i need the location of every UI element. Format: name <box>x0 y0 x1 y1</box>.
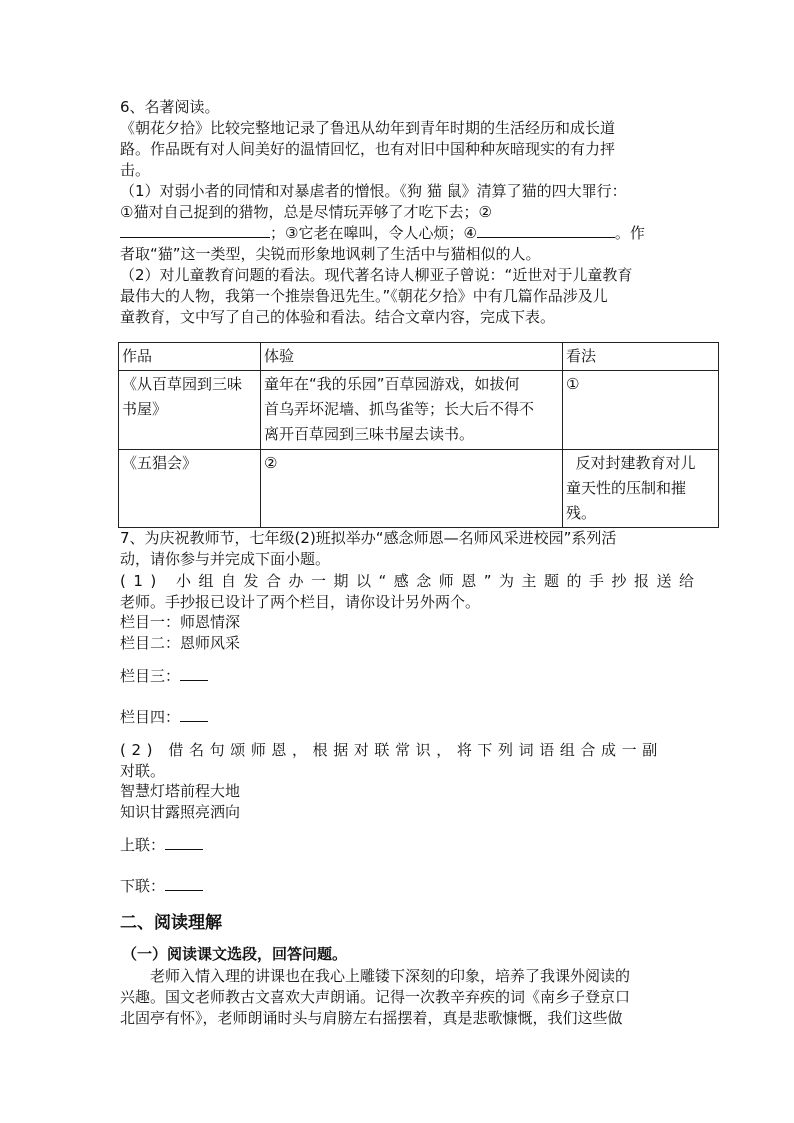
section-subheading: （一）阅读课文选段，回答问题。 <box>122 945 348 963</box>
header-work: 作品 <box>119 343 261 371</box>
cell-experience-line: 离开百草园到三味书屋去读书。 <box>263 425 474 443</box>
cell-experience <box>260 371 562 450</box>
cell-work-line: 书屋》 <box>122 400 168 418</box>
header-experience: 体验 <box>260 343 562 371</box>
table-row <box>119 450 719 528</box>
column-4-label: 栏目四： <box>120 708 181 726</box>
cell-work <box>119 371 261 450</box>
section-heading: 二、阅读理解 <box>120 913 222 933</box>
q6-title: 6、名著阅读。 <box>120 98 220 116</box>
cell-view-line: ① <box>565 375 580 393</box>
column-3-label: 栏目三： <box>120 667 181 685</box>
column-3-row <box>120 666 208 687</box>
answer-blank-4[interactable] <box>477 223 615 238</box>
q6-intro-line-3: 击。 <box>120 161 151 179</box>
column-4-row <box>120 707 208 728</box>
q6-part2-line-1: （2）对儿童教育问题的看法。现代著名诗人柳亚子曾说：“近世对于儿童教育 <box>120 266 633 284</box>
cell-experience-line: 首乌弄坏泥墙、抓鸟雀等；长大后不得不 <box>263 400 534 418</box>
column-2: 栏目二：恩师风采 <box>120 634 241 652</box>
cell-work <box>119 450 261 528</box>
lower-couplet-label: 下联： <box>120 877 166 895</box>
table-row <box>119 371 719 450</box>
q6-part1-line-3 <box>120 223 645 244</box>
cell-work-line: 《从百草园到三味 <box>122 375 243 393</box>
q7-sub1-line-2: 老师。手抄报已设计了两个栏目，请你设计另外两个。 <box>120 593 481 611</box>
q6-part1-line-4: 者取“猫”这一类型，尖锐而形象地讽刺了生活中与猫相似的人。 <box>120 245 541 263</box>
q7-sub2-line-2: 对联。 <box>120 762 166 780</box>
upper-couplet-row <box>120 835 203 856</box>
q6-part2-line-2: 最伟大的人物，我第一个推崇鲁迅先生。”《朝花夕拾》中有几篇作品涉及儿 <box>120 287 608 305</box>
cell-work-line: 《五猖会》 <box>122 454 198 472</box>
cell-experience-answer[interactable] <box>260 450 562 528</box>
column-1: 栏目一：师恩情深 <box>120 613 241 631</box>
upper-couplet-label: 上联： <box>120 836 166 854</box>
cell-experience-line: 童年在“我的乐园”百草园游戏，如拔何 <box>263 375 520 393</box>
q6-part1-line-3-end: 。作 <box>614 224 645 242</box>
cell-experience-line: ② <box>263 454 278 472</box>
header-view: 看法 <box>562 343 718 371</box>
passage-line-1: 老师入情入理的讲课也在我心上雕镂下深刻的印象，培养了我课外阅读的 <box>120 967 631 985</box>
q6-part1-line-3-mid: ；③它老在嗥叫，令人心烦；④ <box>270 224 477 242</box>
word-group-2: 知识甘露照亮洒向 <box>120 803 241 821</box>
passage-line-2: 兴趣。国文老师教古文喜欢大声朗诵。记得一次教辛弃疾的词《南乡子登京口 <box>120 988 631 1006</box>
cell-view <box>562 450 718 528</box>
cell-view-line: 反对封建教育对儿 <box>565 454 696 472</box>
q6-intro-line-1: 《朝花夕拾》比较完整地记录了鲁迅从幼年到青年时期的生活经历和成长道 <box>120 119 616 137</box>
column-4-blank[interactable] <box>180 707 208 722</box>
q7-title-line-2: 动，请你参与并完成下面小题。 <box>120 550 331 568</box>
cell-view-line: 残。 <box>565 504 596 522</box>
q7-sub2-line-1: (2) 借名句颂师恩，根据对联常识，将下列词语组合成一副 <box>120 741 663 759</box>
upper-couplet-blank[interactable] <box>165 835 203 850</box>
q7-title-line-1: 7、为庆祝教师节，七年级(2)班拟举办“感念师恩—名师风采进校园”系列活 <box>120 529 617 547</box>
cell-view-line: 童天性的压制和摧 <box>565 479 686 497</box>
q6-part2-line-3: 童教育，文中写了自己的体验和看法。结合文章内容，完成下表。 <box>120 308 556 326</box>
q6-intro-line-2: 路。作品既有对人间美好的温情回忆，也有对旧中国种种灰暗现实的有力抨 <box>120 140 616 158</box>
word-group-1: 智慧灯塔前程大地 <box>120 782 241 800</box>
passage-line-3: 北固亭有怀》，老师朗诵时头与肩膀左右摇摆着，真是悲歌慷慨，我们这些做 <box>120 1009 623 1027</box>
works-table <box>118 342 719 528</box>
table-header-row <box>119 343 719 371</box>
answer-blank-2[interactable] <box>120 223 270 238</box>
lower-couplet-blank[interactable] <box>165 876 203 891</box>
lower-couplet-row <box>120 876 203 897</box>
q6-part1-line-2: ①猫对自己捉到的猎物，总是尽情玩弄够了才吃下去；② <box>120 203 492 221</box>
q7-sub1-line-1: (1) 小组自发合办一期以“感念师恩”为主题的手抄报送给 <box>120 572 702 590</box>
cell-view-answer[interactable] <box>562 371 718 450</box>
column-3-blank[interactable] <box>180 666 208 681</box>
q6-part1-line-1: （1）对弱小者的同情和对暴虐者的憎恨。《狗 猫 鼠》清算了猫的四大罪行： <box>120 182 627 200</box>
